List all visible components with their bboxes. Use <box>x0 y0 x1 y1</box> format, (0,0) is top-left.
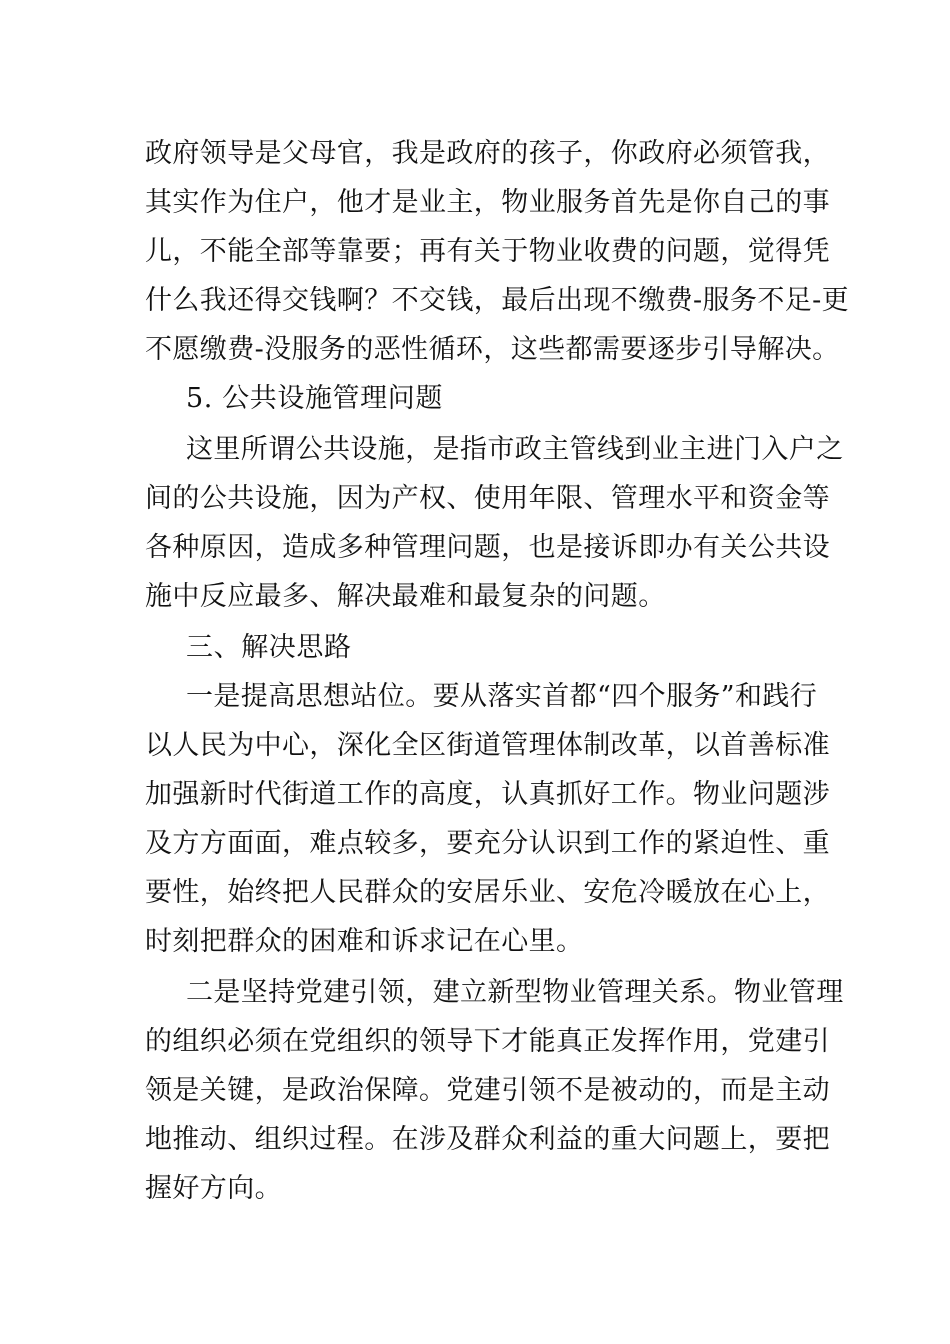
paragraph-line: 时刻把群众的困难和诉求记在心里。 <box>145 926 584 957</box>
paragraph-line: 一是提高思想站位。要从落实首都“四个服务”和践行 <box>186 681 818 712</box>
paragraph-line: 加强新时代街道工作的高度，认真抓好工作。物业问题涉 <box>145 779 830 810</box>
paragraph-line: 地推动、组织过程。在涉及群众利益的重大问题上，要把 <box>145 1124 830 1155</box>
paragraph-line: 这里所谓公共设施，是指市政主管线到业主进门入户之 <box>186 434 844 465</box>
paragraph-line: 领是关键，是政治保障。党建引领不是被动的，而是主动 <box>145 1075 830 1106</box>
paragraph-line: 的组织必须在党组织的领导下才能真正发挥作用，党建引 <box>145 1026 830 1057</box>
paragraph-line: 什么我还得交钱啊？不交钱，最后出现不缴费-服务不足-更 <box>145 285 850 316</box>
paragraph-line: 以人民为中心，深化全区街道管理体制改革，以首善标准 <box>145 730 830 761</box>
section-heading-public-facilities: 5. 公共设施管理问题 <box>186 383 443 414</box>
paragraph-line: 二是坚持党建引领，建立新型物业管理关系。物业管理 <box>186 977 844 1008</box>
paragraph-line: 其实作为住户，他才是业主，物业服务首先是你自己的事 <box>145 187 830 218</box>
paragraph-line: 各种原因，造成多种管理问题，也是接诉即办有关公共设 <box>145 532 830 563</box>
paragraph-line: 握好方向。 <box>145 1173 282 1204</box>
section-heading-solutions: 三、解决思路 <box>186 632 352 663</box>
paragraph-line: 施中反应最多、解决最难和最复杂的问题。 <box>145 581 666 612</box>
paragraph-line: 间的公共设施，因为产权、使用年限、管理水平和资金等 <box>145 483 830 514</box>
paragraph-line: 儿，不能全部等靠要；再有关于物业收费的问题，觉得凭 <box>145 236 830 267</box>
paragraph-line: 及方方面面，难点较多，要充分认识到工作的紧迫性、重 <box>145 828 830 859</box>
paragraph-line: 政府领导是父母官，我是政府的孩子，你政府必须管我， <box>145 138 830 169</box>
paragraph-line: 不愿缴费-没服务的恶性循环，这些都需要逐步引导解决。 <box>145 334 840 365</box>
paragraph-line: 要性，始终把人民群众的安居乐业、安危冷暖放在心上， <box>145 877 830 908</box>
